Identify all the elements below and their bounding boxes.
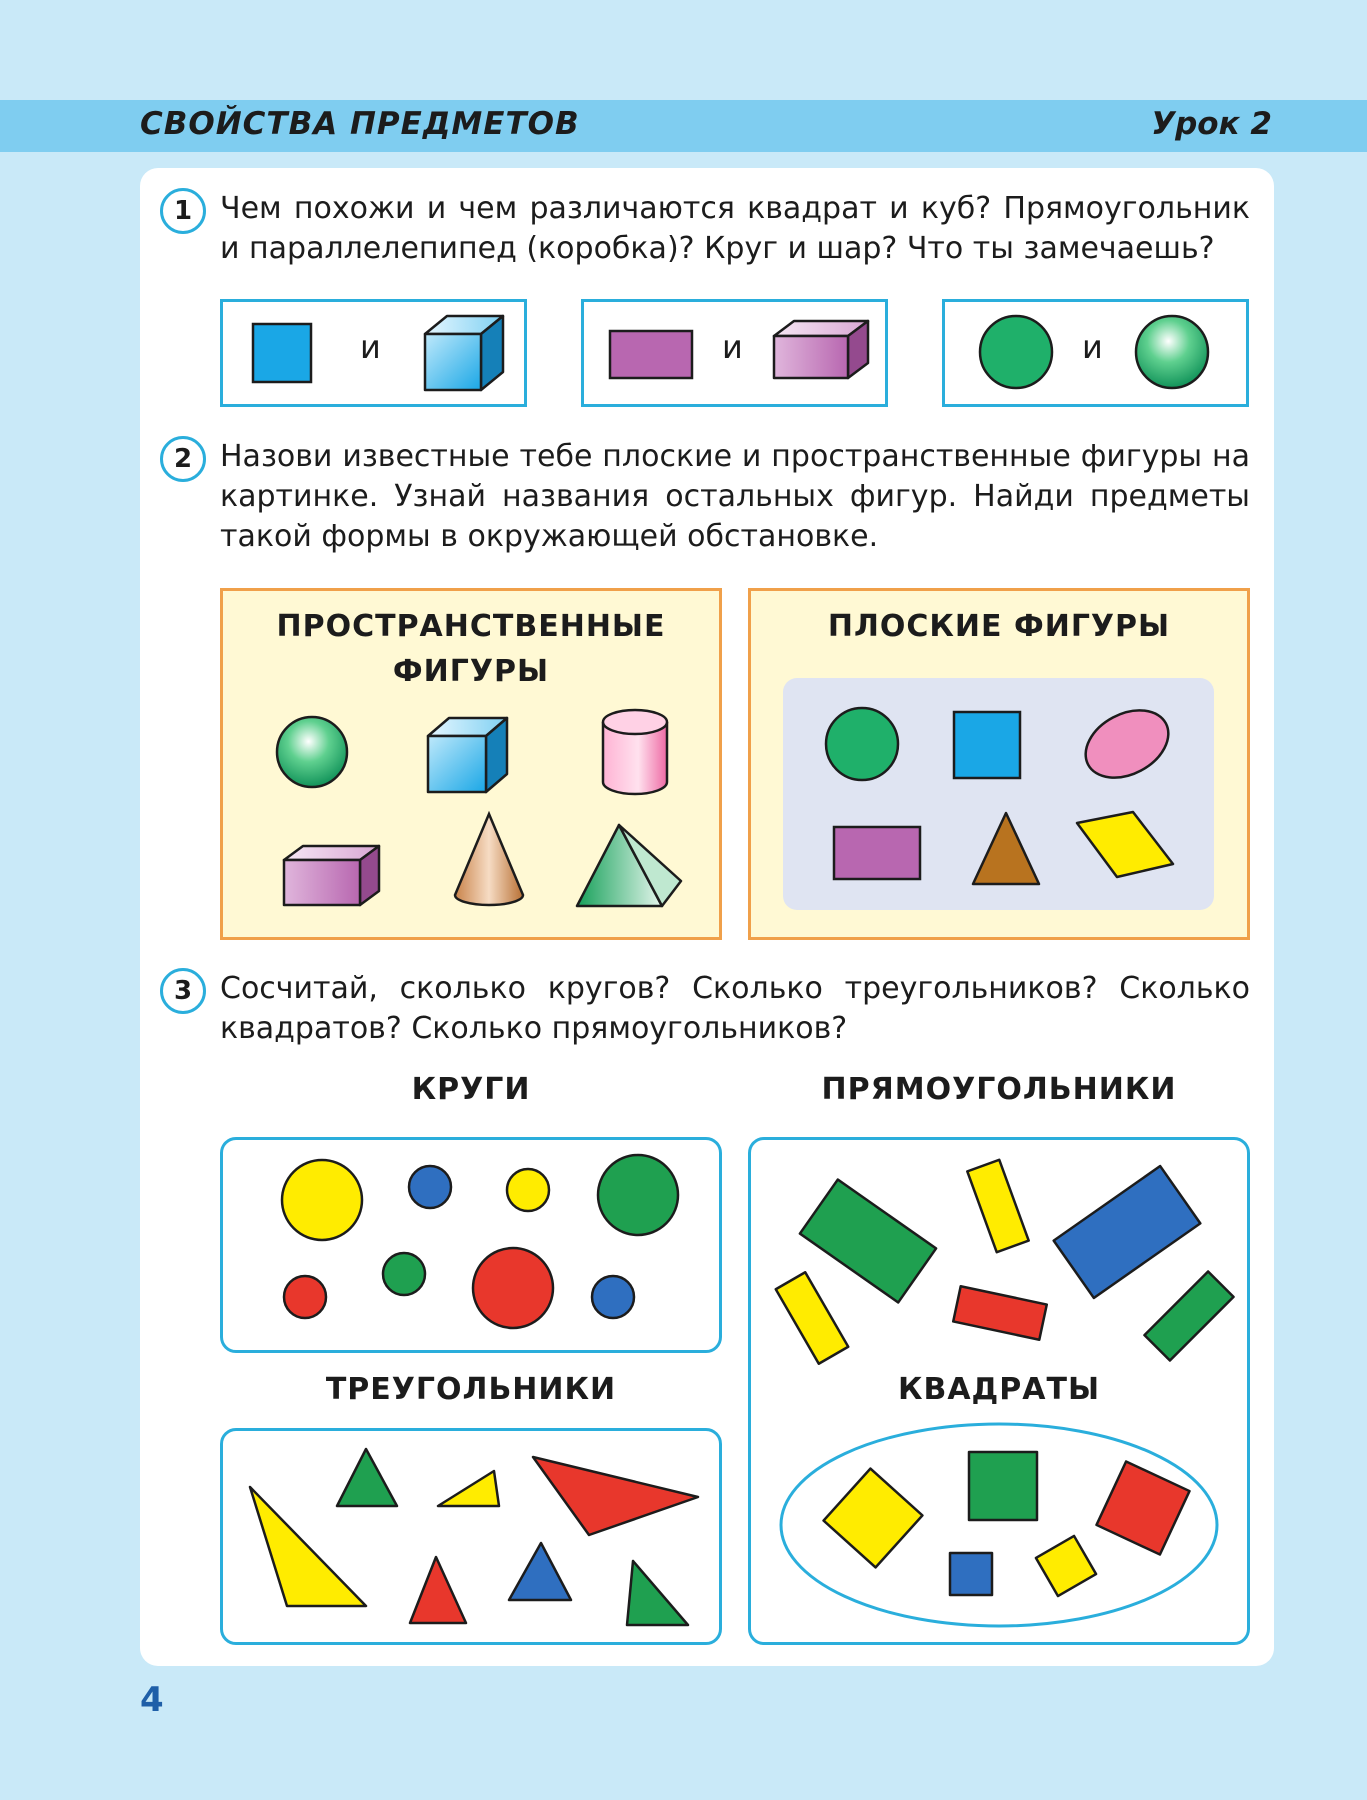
and-word-2: и	[722, 328, 743, 366]
rectangle-shape	[776, 1272, 848, 1363]
circle-shape	[592, 1276, 634, 1318]
task-2-text: Назови известные тебе плоские и пространственные фигуры на картинке. Узнай названия остальных фигур. Найди предметы такой формы в окружающей обстановке.	[220, 439, 1250, 554]
triangle-shape	[337, 1449, 397, 1506]
task-number-1: 1	[160, 188, 206, 234]
triangle-shape	[410, 1557, 466, 1623]
triangles-title: ТРЕУГОЛЬНИКИ	[325, 1372, 617, 1407]
rectangle-shape	[953, 1286, 1047, 1340]
circle-shape	[282, 1160, 362, 1240]
circle-shape	[473, 1248, 553, 1328]
squares-title: КВАДРАТЫ	[897, 1372, 1101, 1407]
solid-figures-title-line2: ФИГУРЫ	[392, 654, 550, 689]
triangle-shape	[533, 1457, 698, 1535]
page-number: 4	[140, 1680, 164, 1720]
rectangle-shape	[1054, 1166, 1201, 1298]
and-word-1: и	[360, 328, 381, 366]
rectangle-shape	[967, 1160, 1028, 1252]
triangle-shape	[627, 1561, 688, 1625]
circles-title: КРУГИ	[411, 1072, 531, 1107]
task-number-2: 2	[160, 436, 206, 482]
flat-figures-title: ПЛОСКИЕ ФИГУРЫ	[827, 609, 1171, 644]
rectangle-shape	[800, 1180, 936, 1303]
circle-shape	[507, 1169, 549, 1211]
task-1-text: Чем похожи и чем различаются квадрат и куб? Прямоугольник и параллелепипед (коробка)? Круг и шар? Что ты замечаешь?	[220, 191, 1250, 266]
circle-shape	[409, 1166, 451, 1208]
rectangle-shape	[1144, 1271, 1233, 1360]
triangle-shape	[438, 1471, 499, 1506]
circle-shape	[598, 1155, 678, 1235]
square-shape	[950, 1553, 992, 1595]
triangle-shape	[509, 1543, 571, 1600]
circle-shape	[284, 1276, 326, 1318]
section-title: СВОЙСТВА ПРЕДМЕТОВ	[140, 106, 580, 142]
circle-shape	[383, 1253, 425, 1295]
square-shape	[969, 1452, 1037, 1520]
lesson-label: Урок 2	[1151, 106, 1272, 142]
and-word-3: и	[1082, 328, 1103, 366]
task-3-text: Сосчитай, сколько кругов? Сколько треугольников? Сколько квадратов? Сколько прямоугольников?	[220, 971, 1250, 1046]
rectangles-title: ПРЯМОУГОЛЬНИКИ	[821, 1072, 1177, 1107]
solid-figures-title-line1: ПРОСТРАНСТВЕННЫЕ	[276, 609, 666, 644]
task-number-3: 3	[160, 968, 206, 1014]
